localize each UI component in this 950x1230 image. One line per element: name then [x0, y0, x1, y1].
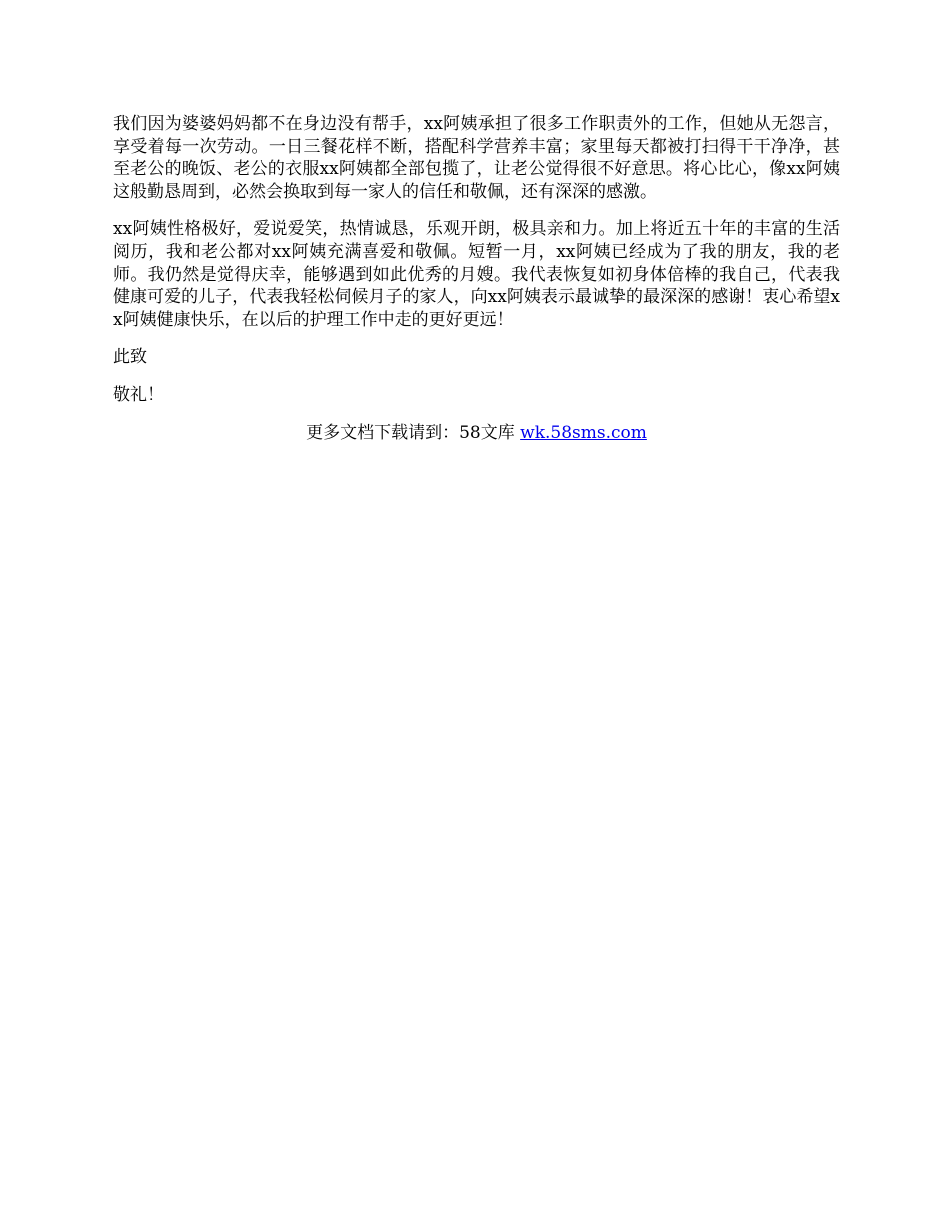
- closing-regards: 敬礼！: [113, 384, 164, 405]
- closing-salutation: 此致: [113, 347, 147, 368]
- document-page: [113, 113, 840, 444]
- footer-text: 更多文档下载请到：58文库: [306, 422, 521, 443]
- footer-link[interactable]: wk.58sms.com: [520, 422, 647, 443]
- download-footer: [113, 422, 840, 445]
- body-paragraph-2: xx阿姨性格极好，爱说爱笑，热情诚恳，乐观开朗，极具亲和力。加上将近五十年的丰富的生活阅历，我和老公都对xx阿姨充满喜爱和敬佩。短暂一月，xx阿姨已经成为了我的朋友，我的老师。我仍然是觉得庆幸，能够遇到如此优秀的月嫂。我代表恢复如初身体倍棒的我自己，代表我健康可爱的儿子，代表我轻松伺候月子的家人，向xx阿姨表示最诚挚的最深深的感谢！衷心希望xx阿姨健康快乐，在以后的护理工作中走的更好更远！: [113, 219, 840, 330]
- body-paragraph-1: 我们因为婆婆妈妈都不在身边没有帮手，xx阿姨承担了很多工作职责外的工作，但她从无怨言，享受着每一次劳动。一日三餐花样不断，搭配科学营养丰富；家里每天都被打扫得干干净净，甚至老公的晚饭、老公的衣服xx阿姨都全部包揽了，让老公觉得很不好意思。将心比心，像xx阿姨这般勤恳周到，必然会换取到每一家人的信任和敬佩，还有深深的感激。: [113, 114, 840, 202]
